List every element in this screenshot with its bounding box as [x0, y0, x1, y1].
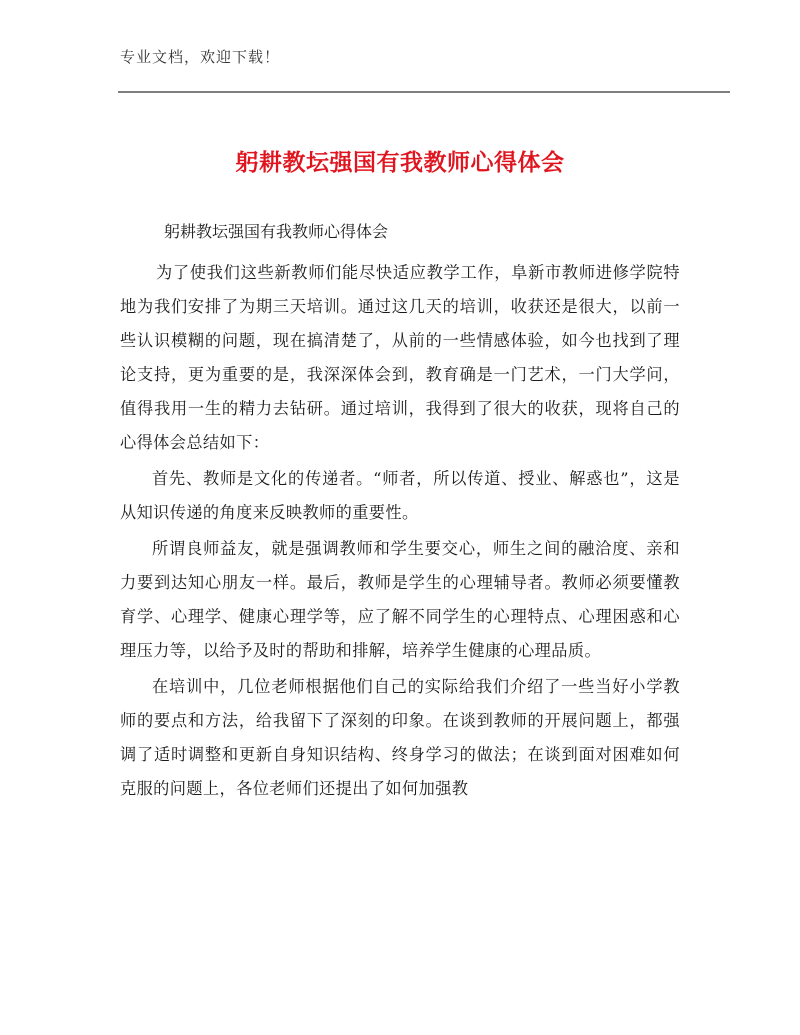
paragraph-3: 所谓良师益友，就是强调教师和学生要交心，师生之间的融洽度、亲和力要到达知心朋友一样。最后，教师是学生的心理辅导者。教师必须要懂教育学、心理学、健康心理学等，应了解不同学生的心理特点、心理困惑和心理压力等，以给予及时的帮助和排解，培养学生健康的心理品质。: [120, 539, 680, 660]
header-divider: [118, 91, 730, 93]
paragraph-4: 在培训中，几位老师根据他们自己的实际给我们介绍了一些当好小学教师的要点和方法，给我留下了深刻的印象。在谈到教师的开展问题上，都强调了适时调整和更新自身知识结构、终身学习的做法；在谈到面对困难如何克服的问题上，各位老师们还提出了如何加强教: [120, 677, 680, 798]
header-note: 专业文档，欢迎下载！: [120, 48, 281, 66]
document-title: 躬耕教坛强国有我教师心得体会: [235, 150, 565, 176]
paragraph-1: 为了使我们这些新教师们能尽快适应教学工作，阜新市教师进修学院特地为我们安排了为期三天培训。通过这几天的培训，收获还是很大，以前一些认识模糊的问题，现在搞清楚了，从前的一些情感体验，如今也找到了理论支持，更为重要的是，我深深体会到，教育确是一门艺术，一门大学问，值得我用一生的精力去钻研。通过培训，我得到了很大的收获，现将自己的心得体会总结如下：: [120, 263, 680, 452]
document-body: [120, 216, 680, 806]
paragraph-2: 首先、教师是文化的传递者。“师者，所以传道、授业、解惑也”，这是从知识传递的角度来反映教师的重要性。: [120, 469, 680, 522]
document-subtitle: 躬耕教坛强国有我教师心得体会: [164, 222, 389, 241]
